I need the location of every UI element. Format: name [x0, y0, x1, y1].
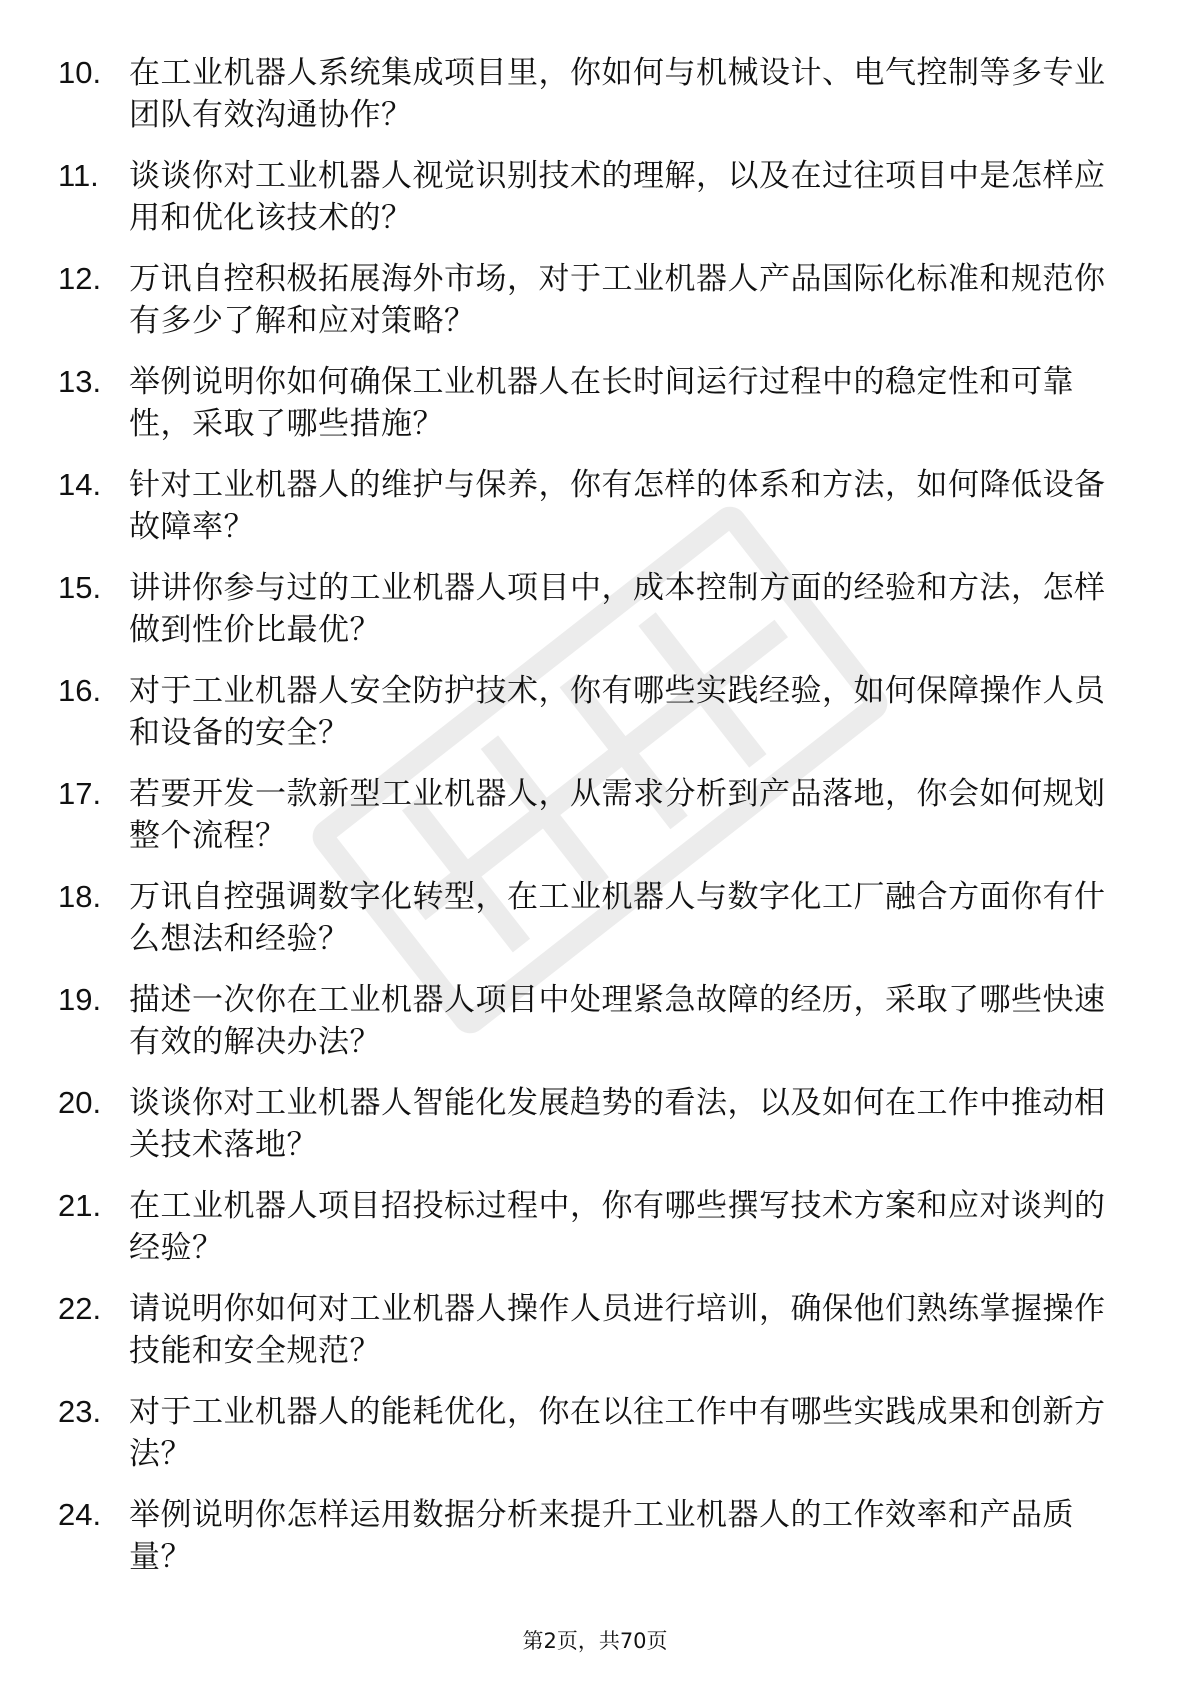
question-item	[0, 1391, 1190, 1494]
question-text: 若要开发一款新型工业机器人，从需求分析到产品落地，你会如何规划整个流程？	[129, 776, 1106, 854]
question-item	[0, 1494, 1190, 1597]
question-text: 举例说明你如何确保工业机器人在长时间运行过程中的稳定性和可靠性，采取了哪些措施？	[129, 364, 1074, 442]
question-text: 对于工业机器人安全防护技术，你有哪些实践经验，如何保障操作人员和设备的安全？	[129, 673, 1106, 751]
question-item	[0, 1288, 1190, 1391]
question-list	[0, 52, 1190, 1597]
question-text: 在工业机器人项目招投标过程中，你有哪些撰写技术方案和应对谈判的经验？	[129, 1188, 1106, 1266]
question-item	[0, 670, 1190, 773]
question-text: 针对工业机器人的维护与保养，你有怎样的体系和方法，如何降低设备故障率？	[129, 467, 1106, 545]
question-number: 13.	[58, 364, 102, 399]
question-item	[0, 773, 1190, 876]
question-number: 21.	[58, 1188, 102, 1223]
page-footer: 第2页，共70页	[522, 1629, 668, 1653]
question-text: 讲讲你参与过的工业机器人项目中，成本控制方面的经验和方法，怎样做到性价比最优？	[129, 570, 1106, 648]
question-item	[0, 464, 1190, 567]
question-number: 14.	[58, 467, 102, 502]
question-item	[0, 1082, 1190, 1185]
question-item	[0, 155, 1190, 258]
question-number: 22.	[58, 1291, 102, 1326]
question-text: 万讯自控积极拓展海外市场，对于工业机器人产品国际化标准和规范你有多少了解和应对策略？	[129, 261, 1106, 339]
question-number: 12.	[58, 261, 102, 296]
question-item	[0, 52, 1190, 155]
question-text: 谈谈你对工业机器人智能化发展趋势的看法，以及如何在工作中推动相关技术落地？	[129, 1085, 1106, 1163]
question-number: 16.	[58, 673, 102, 708]
question-number: 23.	[58, 1394, 102, 1429]
question-number: 11.	[58, 158, 99, 193]
question-text: 请说明你如何对工业机器人操作人员进行培训，确保他们熟练掌握操作技能和安全规范？	[129, 1291, 1106, 1369]
question-number: 20.	[58, 1085, 102, 1120]
question-text: 谈谈你对工业机器人视觉识别技术的理解，以及在过往项目中是怎样应用和优化该技术的？	[129, 158, 1106, 236]
question-number: 19.	[58, 982, 102, 1017]
question-item	[0, 876, 1190, 979]
question-item	[0, 258, 1190, 361]
question-number: 10.	[58, 55, 102, 90]
question-text: 描述一次你在工业机器人项目中处理紧急故障的经历，采取了哪些快速有效的解决办法？	[129, 982, 1106, 1060]
question-item	[0, 361, 1190, 464]
question-number: 24.	[58, 1497, 102, 1532]
question-text: 对于工业机器人的能耗优化，你在以往工作中有哪些实践成果和创新方法？	[129, 1394, 1106, 1472]
question-number: 18.	[58, 879, 102, 914]
question-number: 15.	[58, 570, 102, 605]
question-text: 在工业机器人系统集成项目里，你如何与机械设计、电气控制等多专业团队有效沟通协作？	[129, 55, 1106, 133]
question-text: 举例说明你怎样运用数据分析来提升工业机器人的工作效率和产品质量？	[129, 1497, 1074, 1575]
question-text: 万讯自控强调数字化转型，在工业机器人与数字化工厂融合方面你有什么想法和经验？	[129, 879, 1106, 957]
question-item	[0, 979, 1190, 1082]
question-number: 17.	[58, 776, 102, 811]
question-item	[0, 1185, 1190, 1288]
question-item	[0, 567, 1190, 670]
